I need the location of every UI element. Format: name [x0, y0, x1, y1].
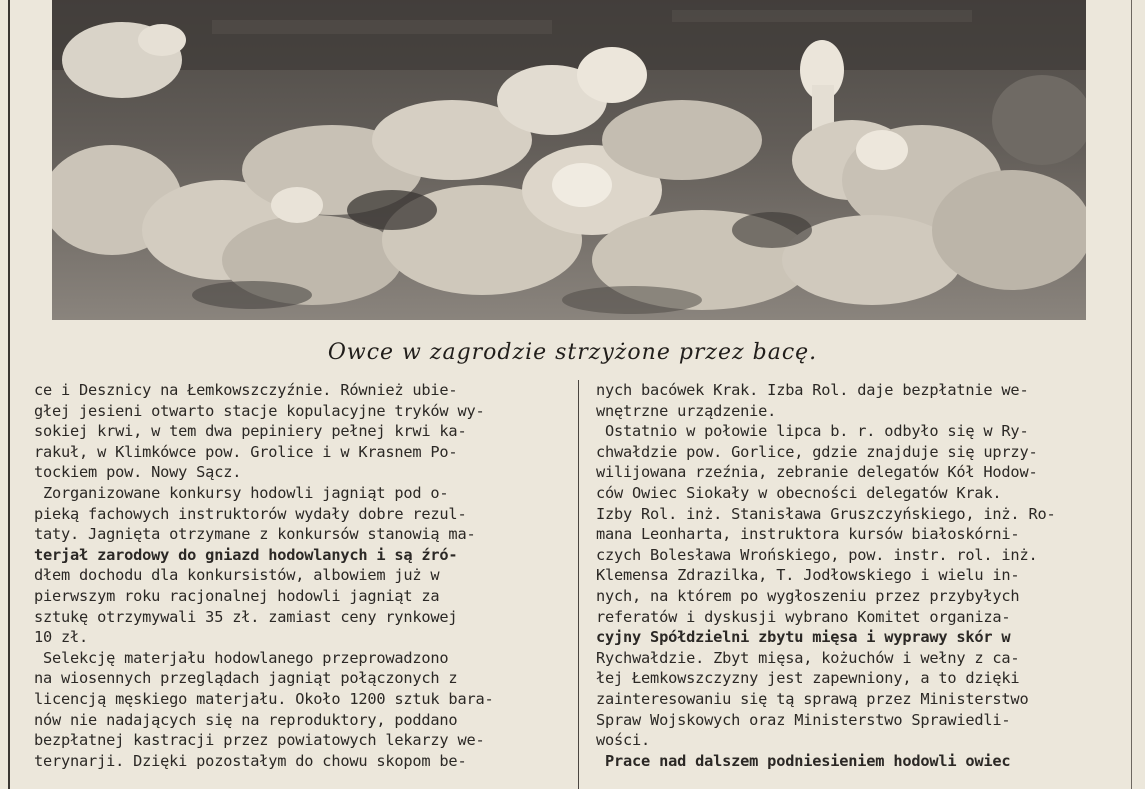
text-line: Rychwałdzie. Zbyt mięsa, kożuchów i wełny z ca- — [596, 648, 1020, 667]
text-line: cyjny Spółdzielni zbytu mięsa i wyprawy skór w — [596, 628, 1011, 647]
text-line: rakuł, w Klimkówce pow. Grolice i w Krasnem Po- — [34, 442, 458, 461]
text-line: terjał zarodowy do gniazd hodowlanych i są źró- — [34, 545, 458, 564]
text-line: czych Bolesława Wrońskiego, pow. instr. rol. inż. — [596, 545, 1038, 564]
text-line: bezpłatnej kastracji przez powiatowych lekarzy we- — [34, 731, 485, 750]
text-line: nów nie nadających się na reproduktory, poddano — [34, 710, 458, 729]
text-line: ców Owiec Siokały w obecności delegatów Krak. — [596, 483, 1002, 502]
text-line: terynarji. Dzięki pozostałym do chowu skopom be- — [34, 751, 467, 770]
sheep-flock-photo-icon — [52, 0, 1086, 320]
text-line: taty. Jagnięta otrzymane z konkursów stanowią ma- — [34, 525, 476, 544]
text-line: chwałdzie pow. Gorlice, gdzie znajduje się uprzy- — [596, 442, 1038, 461]
text-line: wości. — [596, 731, 651, 750]
text-line: licencją męskiego materjału. Około 1200 sztuk bara- — [34, 689, 494, 708]
text-line: wnętrzne urządzenie. — [596, 401, 777, 420]
text-line: Klemensa Zdrazilka, T. Jodłowskiego i wielu in- — [596, 566, 1020, 585]
text-line: Izby Rol. inż. Stanisława Gruszczyńskiego, inż. Ro- — [596, 504, 1056, 523]
text-line: Ostatnio w połowie lipca b. r. odbyło się w Ry- — [596, 422, 1029, 441]
text-line: Spraw Wojskowych oraz Ministerstwo Sprawiedli- — [596, 710, 1011, 729]
text-line: łej Łemkowszczyzny jest zapewniony, a to dzięki — [596, 669, 1020, 688]
text-line: nych bacówek Krak. Izba Rol. daje bezpłatnie we- — [596, 381, 1029, 399]
column-divider — [578, 380, 579, 789]
text-line: nych, na którem po wygłoszeniu przez przybyłych — [596, 586, 1020, 605]
photo-caption: Owce w zagrodzie strzyżone przez bacę. — [327, 340, 818, 365]
text-line: zainteresowaniu się tą sprawą przez Ministerstwo — [596, 689, 1029, 708]
text-line: na wiosennych przeglądach jagniąt połączonych z — [34, 669, 458, 688]
text-line: Prace nad dalszem podniesieniem hodowli owiec — [596, 751, 1011, 770]
article-column-left — [34, 380, 560, 789]
text-line: sokiej krwi, w tem dwa pepiniery pełnej krwi ka- — [34, 422, 467, 441]
text-line: Zorganizowane konkursy hodowli jagniąt pod o- — [34, 483, 449, 502]
text-line: 10 zł. — [34, 628, 89, 647]
article-column-right — [596, 380, 1126, 789]
text-line: pieką fachowych instruktorów wydały dobre rezul- — [34, 504, 467, 523]
text-line: sztukę otrzymywali 35 zł. zamiast ceny rynkowej — [34, 607, 458, 626]
text-line: ce i Desznicy na Łemkowszczyźnie. Również ubie- — [34, 381, 458, 399]
text-line: głej jesieni otwarto stacje kopulacyjne tryków wy- — [34, 401, 485, 420]
right-page-rule — [1131, 0, 1132, 789]
text-line: dłem dochodu dla konkursistów, albowiem już w — [34, 566, 440, 585]
text-line: Selekcję materjału hodowlanego przeprowadzono — [34, 648, 449, 667]
sheep-photo — [52, 0, 1086, 320]
text-line: referatów i dyskusji wybrano Komitet organiza- — [596, 607, 1011, 626]
text-line: mana Leonharta, instruktora kursów białoskórni- — [596, 525, 1020, 544]
text-line: tockiem pow. Nowy Sącz. — [34, 463, 242, 482]
left-page-rule — [8, 0, 10, 789]
text-line: wilijowana rzeźnia, zebranie delegatów Kół Hodow- — [596, 463, 1038, 482]
text-line: pierwszym roku racjonalnej hodowli jagniąt za — [34, 586, 440, 605]
